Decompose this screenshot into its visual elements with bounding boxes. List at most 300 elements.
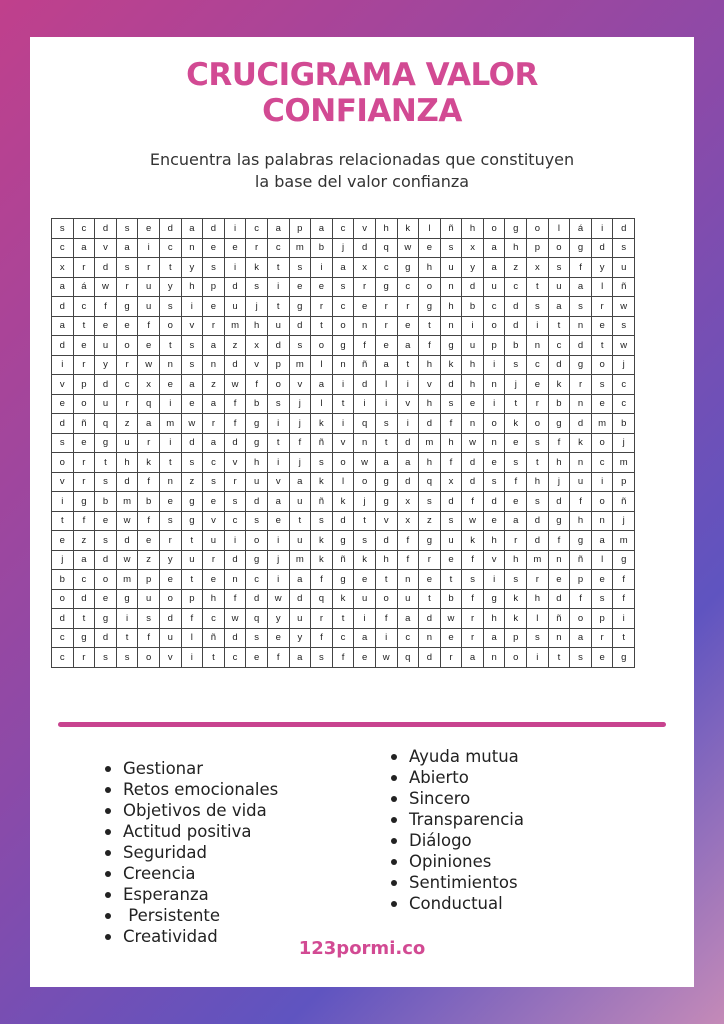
- grid-cell[interactable]: d: [159, 609, 181, 629]
- grid-cell[interactable]: u: [224, 297, 246, 317]
- grid-cell[interactable]: r: [570, 375, 592, 395]
- grid-cell[interactable]: i: [397, 375, 419, 395]
- grid-cell[interactable]: u: [138, 277, 160, 297]
- grid-cell[interactable]: o: [73, 394, 95, 414]
- grid-cell[interactable]: s: [181, 355, 203, 375]
- grid-cell[interactable]: n: [419, 628, 441, 648]
- grid-cell[interactable]: j: [354, 492, 376, 512]
- grid-cell[interactable]: i: [138, 238, 160, 258]
- grid-cell[interactable]: a: [289, 570, 311, 590]
- grid-cell[interactable]: u: [203, 531, 225, 551]
- grid-cell[interactable]: j: [267, 550, 289, 570]
- grid-cell[interactable]: c: [591, 453, 613, 473]
- grid-cell[interactable]: i: [267, 531, 289, 551]
- grid-cell[interactable]: d: [224, 277, 246, 297]
- grid-cell[interactable]: a: [591, 531, 613, 551]
- grid-cell[interactable]: a: [289, 648, 311, 668]
- grid-cell[interactable]: e: [95, 511, 117, 531]
- grid-cell[interactable]: r: [462, 628, 484, 648]
- grid-cell[interactable]: t: [354, 511, 376, 531]
- grid-cell[interactable]: i: [267, 453, 289, 473]
- grid-cell[interactable]: s: [527, 433, 549, 453]
- grid-cell[interactable]: d: [95, 219, 117, 239]
- grid-cell[interactable]: t: [289, 511, 311, 531]
- grid-cell[interactable]: p: [591, 609, 613, 629]
- grid-cell[interactable]: g: [95, 433, 117, 453]
- grid-cell[interactable]: k: [311, 531, 333, 551]
- grid-cell[interactable]: d: [203, 219, 225, 239]
- grid-cell[interactable]: c: [483, 297, 505, 317]
- grid-cell[interactable]: f: [570, 258, 592, 278]
- grid-cell[interactable]: u: [138, 589, 160, 609]
- grid-cell[interactable]: v: [419, 375, 441, 395]
- grid-cell[interactable]: r: [462, 609, 484, 629]
- grid-cell[interactable]: e: [505, 492, 527, 512]
- grid-cell[interactable]: s: [527, 297, 549, 317]
- grid-cell[interactable]: d: [116, 531, 138, 551]
- grid-cell[interactable]: e: [591, 648, 613, 668]
- grid-cell[interactable]: v: [52, 472, 74, 492]
- grid-cell[interactable]: l: [527, 609, 549, 629]
- grid-cell[interactable]: x: [246, 336, 268, 356]
- grid-cell[interactable]: r: [138, 433, 160, 453]
- grid-cell[interactable]: c: [73, 219, 95, 239]
- grid-cell[interactable]: j: [332, 238, 354, 258]
- grid-cell[interactable]: d: [354, 375, 376, 395]
- grid-cell[interactable]: o: [354, 472, 376, 492]
- grid-cell[interactable]: h: [462, 375, 484, 395]
- grid-cell[interactable]: f: [613, 589, 635, 609]
- grid-cell[interactable]: e: [354, 570, 376, 590]
- grid-cell[interactable]: x: [397, 492, 419, 512]
- grid-cell[interactable]: r: [591, 297, 613, 317]
- grid-cell[interactable]: f: [224, 414, 246, 434]
- grid-cell[interactable]: a: [505, 511, 527, 531]
- grid-cell[interactable]: p: [289, 219, 311, 239]
- grid-cell[interactable]: x: [397, 511, 419, 531]
- grid-cell[interactable]: s: [505, 570, 527, 590]
- grid-cell[interactable]: g: [419, 531, 441, 551]
- grid-cell[interactable]: g: [375, 277, 397, 297]
- grid-cell[interactable]: p: [138, 570, 160, 590]
- grid-cell[interactable]: u: [95, 336, 117, 356]
- grid-cell[interactable]: d: [224, 355, 246, 375]
- grid-cell[interactable]: d: [375, 531, 397, 551]
- grid-cell[interactable]: a: [289, 472, 311, 492]
- grid-cell[interactable]: e: [203, 492, 225, 512]
- grid-cell[interactable]: c: [203, 453, 225, 473]
- grid-cell[interactable]: s: [440, 238, 462, 258]
- grid-cell[interactable]: k: [311, 414, 333, 434]
- grid-cell[interactable]: á: [73, 277, 95, 297]
- grid-cell[interactable]: r: [116, 277, 138, 297]
- grid-cell[interactable]: g: [440, 336, 462, 356]
- grid-cell[interactable]: g: [483, 589, 505, 609]
- grid-cell[interactable]: g: [181, 492, 203, 512]
- grid-cell[interactable]: i: [483, 394, 505, 414]
- grid-cell[interactable]: f: [354, 336, 376, 356]
- grid-cell[interactable]: v: [397, 394, 419, 414]
- grid-cell[interactable]: f: [267, 648, 289, 668]
- grid-cell[interactable]: v: [246, 355, 268, 375]
- grid-cell[interactable]: d: [246, 589, 268, 609]
- grid-cell[interactable]: ñ: [548, 609, 570, 629]
- grid-cell[interactable]: ñ: [311, 433, 333, 453]
- grid-cell[interactable]: d: [548, 355, 570, 375]
- grid-cell[interactable]: z: [181, 472, 203, 492]
- grid-cell[interactable]: m: [613, 453, 635, 473]
- grid-cell[interactable]: h: [375, 219, 397, 239]
- grid-cell[interactable]: t: [419, 316, 441, 336]
- grid-cell[interactable]: o: [332, 316, 354, 336]
- grid-cell[interactable]: s: [203, 258, 225, 278]
- grid-cell[interactable]: d: [354, 238, 376, 258]
- grid-cell[interactable]: k: [311, 472, 333, 492]
- grid-cell[interactable]: o: [52, 589, 74, 609]
- grid-cell[interactable]: v: [181, 316, 203, 336]
- grid-cell[interactable]: o: [138, 648, 160, 668]
- grid-cell[interactable]: e: [267, 511, 289, 531]
- grid-cell[interactable]: e: [311, 277, 333, 297]
- grid-cell[interactable]: o: [548, 238, 570, 258]
- grid-cell[interactable]: d: [483, 492, 505, 512]
- grid-cell[interactable]: t: [267, 297, 289, 317]
- grid-cell[interactable]: a: [267, 219, 289, 239]
- grid-cell[interactable]: l: [181, 628, 203, 648]
- grid-cell[interactable]: w: [138, 355, 160, 375]
- grid-cell[interactable]: r: [224, 472, 246, 492]
- grid-cell[interactable]: c: [224, 511, 246, 531]
- grid-cell[interactable]: e: [224, 238, 246, 258]
- grid-cell[interactable]: d: [289, 316, 311, 336]
- grid-cell[interactable]: ñ: [203, 628, 225, 648]
- grid-cell[interactable]: g: [181, 511, 203, 531]
- grid-cell[interactable]: r: [440, 648, 462, 668]
- grid-cell[interactable]: n: [181, 238, 203, 258]
- grid-cell[interactable]: r: [203, 414, 225, 434]
- grid-cell[interactable]: o: [116, 336, 138, 356]
- grid-cell[interactable]: j: [289, 414, 311, 434]
- grid-cell[interactable]: r: [354, 277, 376, 297]
- grid-cell[interactable]: t: [591, 336, 613, 356]
- grid-cell[interactable]: d: [73, 589, 95, 609]
- grid-cell[interactable]: i: [613, 609, 635, 629]
- grid-cell[interactable]: d: [224, 550, 246, 570]
- grid-cell[interactable]: f: [505, 472, 527, 492]
- grid-cell[interactable]: e: [505, 433, 527, 453]
- grid-cell[interactable]: b: [440, 589, 462, 609]
- grid-cell[interactable]: l: [375, 375, 397, 395]
- grid-cell[interactable]: g: [332, 531, 354, 551]
- grid-cell[interactable]: m: [289, 355, 311, 375]
- grid-cell[interactable]: o: [527, 219, 549, 239]
- grid-cell[interactable]: m: [116, 492, 138, 512]
- grid-cell[interactable]: o: [95, 570, 117, 590]
- grid-cell[interactable]: n: [570, 316, 592, 336]
- grid-cell[interactable]: a: [483, 628, 505, 648]
- grid-cell[interactable]: c: [613, 394, 635, 414]
- grid-cell[interactable]: h: [440, 433, 462, 453]
- grid-cell[interactable]: e: [591, 316, 613, 336]
- grid-cell[interactable]: c: [224, 648, 246, 668]
- grid-cell[interactable]: t: [332, 609, 354, 629]
- grid-cell[interactable]: j: [613, 511, 635, 531]
- grid-cell[interactable]: x: [52, 258, 74, 278]
- grid-cell[interactable]: a: [483, 238, 505, 258]
- grid-cell[interactable]: a: [332, 258, 354, 278]
- grid-cell[interactable]: q: [311, 589, 333, 609]
- grid-cell[interactable]: t: [73, 316, 95, 336]
- grid-cell[interactable]: d: [548, 492, 570, 512]
- grid-cell[interactable]: g: [375, 472, 397, 492]
- grid-cell[interactable]: f: [375, 609, 397, 629]
- grid-cell[interactable]: y: [462, 258, 484, 278]
- grid-cell[interactable]: d: [332, 511, 354, 531]
- grid-cell[interactable]: o: [419, 277, 441, 297]
- grid-cell[interactable]: i: [224, 531, 246, 551]
- grid-cell[interactable]: c: [73, 297, 95, 317]
- grid-cell[interactable]: r: [527, 394, 549, 414]
- grid-cell[interactable]: s: [181, 453, 203, 473]
- grid-cell[interactable]: e: [73, 433, 95, 453]
- grid-cell[interactable]: f: [570, 589, 592, 609]
- grid-cell[interactable]: t: [181, 570, 203, 590]
- grid-cell[interactable]: h: [505, 238, 527, 258]
- grid-cell[interactable]: v: [375, 511, 397, 531]
- grid-cell[interactable]: e: [548, 570, 570, 590]
- grid-cell[interactable]: e: [203, 297, 225, 317]
- grid-cell[interactable]: h: [570, 511, 592, 531]
- grid-cell[interactable]: a: [203, 336, 225, 356]
- grid-cell[interactable]: b: [311, 238, 333, 258]
- grid-cell[interactable]: h: [548, 453, 570, 473]
- grid-cell[interactable]: h: [527, 589, 549, 609]
- grid-cell[interactable]: b: [138, 492, 160, 512]
- grid-cell[interactable]: a: [397, 609, 419, 629]
- grid-cell[interactable]: f: [138, 316, 160, 336]
- grid-cell[interactable]: q: [419, 472, 441, 492]
- grid-cell[interactable]: q: [246, 609, 268, 629]
- grid-cell[interactable]: t: [159, 453, 181, 473]
- grid-cell[interactable]: g: [73, 492, 95, 512]
- grid-cell[interactable]: s: [246, 628, 268, 648]
- grid-cell[interactable]: m: [224, 316, 246, 336]
- grid-cell[interactable]: e: [203, 238, 225, 258]
- grid-cell[interactable]: h: [483, 531, 505, 551]
- grid-cell[interactable]: f: [73, 511, 95, 531]
- grid-cell[interactable]: g: [116, 297, 138, 317]
- grid-cell[interactable]: f: [419, 336, 441, 356]
- grid-cell[interactable]: m: [591, 414, 613, 434]
- grid-cell[interactable]: f: [138, 628, 160, 648]
- grid-cell[interactable]: y: [267, 609, 289, 629]
- grid-cell[interactable]: f: [181, 609, 203, 629]
- grid-cell[interactable]: x: [138, 375, 160, 395]
- grid-cell[interactable]: j: [548, 472, 570, 492]
- grid-cell[interactable]: s: [311, 511, 333, 531]
- grid-cell[interactable]: a: [52, 277, 74, 297]
- grid-cell[interactable]: k: [397, 219, 419, 239]
- grid-cell[interactable]: e: [289, 277, 311, 297]
- grid-cell[interactable]: a: [73, 238, 95, 258]
- grid-cell[interactable]: j: [613, 433, 635, 453]
- grid-cell[interactable]: i: [181, 297, 203, 317]
- grid-cell[interactable]: o: [246, 531, 268, 551]
- grid-cell[interactable]: c: [332, 628, 354, 648]
- grid-cell[interactable]: s: [613, 316, 635, 336]
- grid-cell[interactable]: w: [440, 609, 462, 629]
- grid-cell[interactable]: k: [311, 550, 333, 570]
- grid-cell[interactable]: t: [52, 511, 74, 531]
- grid-cell[interactable]: i: [332, 414, 354, 434]
- grid-cell[interactable]: r: [311, 609, 333, 629]
- grid-cell[interactable]: w: [224, 375, 246, 395]
- grid-cell[interactable]: ñ: [613, 492, 635, 512]
- grid-cell[interactable]: t: [397, 355, 419, 375]
- grid-cell[interactable]: n: [462, 414, 484, 434]
- grid-cell[interactable]: k: [505, 609, 527, 629]
- grid-cell[interactable]: g: [375, 492, 397, 512]
- grid-cell[interactable]: e: [419, 238, 441, 258]
- grid-cell[interactable]: d: [397, 472, 419, 492]
- grid-cell[interactable]: d: [289, 589, 311, 609]
- grid-cell[interactable]: w: [613, 297, 635, 317]
- grid-cell[interactable]: d: [52, 414, 74, 434]
- grid-cell[interactable]: t: [527, 277, 549, 297]
- grid-cell[interactable]: d: [419, 414, 441, 434]
- grid-cell[interactable]: p: [203, 277, 225, 297]
- grid-cell[interactable]: r: [116, 355, 138, 375]
- grid-cell[interactable]: g: [548, 511, 570, 531]
- grid-cell[interactable]: t: [527, 453, 549, 473]
- grid-cell[interactable]: f: [95, 297, 117, 317]
- grid-cell[interactable]: d: [419, 648, 441, 668]
- grid-cell[interactable]: s: [354, 531, 376, 551]
- grid-cell[interactable]: d: [95, 550, 117, 570]
- grid-cell[interactable]: c: [73, 570, 95, 590]
- grid-cell[interactable]: u: [289, 609, 311, 629]
- grid-cell[interactable]: h: [203, 589, 225, 609]
- grid-cell[interactable]: s: [116, 258, 138, 278]
- grid-cell[interactable]: x: [354, 258, 376, 278]
- grid-cell[interactable]: s: [570, 297, 592, 317]
- grid-cell[interactable]: o: [591, 433, 613, 453]
- grid-cell[interactable]: p: [181, 589, 203, 609]
- grid-cell[interactable]: k: [332, 589, 354, 609]
- grid-cell[interactable]: r: [419, 550, 441, 570]
- grid-cell[interactable]: w: [267, 589, 289, 609]
- grid-cell[interactable]: i: [527, 316, 549, 336]
- grid-cell[interactable]: g: [116, 589, 138, 609]
- grid-cell[interactable]: e: [159, 375, 181, 395]
- grid-cell[interactable]: n: [548, 628, 570, 648]
- grid-cell[interactable]: o: [570, 609, 592, 629]
- grid-cell[interactable]: z: [203, 375, 225, 395]
- grid-cell[interactable]: e: [246, 648, 268, 668]
- grid-cell[interactable]: v: [159, 648, 181, 668]
- grid-cell[interactable]: s: [440, 394, 462, 414]
- grid-cell[interactable]: n: [440, 316, 462, 336]
- grid-cell[interactable]: o: [311, 336, 333, 356]
- grid-cell[interactable]: s: [224, 492, 246, 512]
- grid-cell[interactable]: d: [224, 433, 246, 453]
- grid-cell[interactable]: w: [181, 414, 203, 434]
- grid-cell[interactable]: u: [138, 297, 160, 317]
- grid-cell[interactable]: d: [181, 433, 203, 453]
- grid-cell[interactable]: o: [267, 375, 289, 395]
- grid-cell[interactable]: k: [570, 433, 592, 453]
- grid-cell[interactable]: k: [138, 453, 160, 473]
- grid-cell[interactable]: d: [116, 472, 138, 492]
- grid-cell[interactable]: z: [505, 258, 527, 278]
- grid-cell[interactable]: u: [95, 394, 117, 414]
- grid-cell[interactable]: s: [548, 258, 570, 278]
- grid-cell[interactable]: g: [397, 258, 419, 278]
- grid-cell[interactable]: d: [505, 316, 527, 336]
- grid-cell[interactable]: e: [483, 511, 505, 531]
- grid-cell[interactable]: s: [505, 355, 527, 375]
- grid-cell[interactable]: s: [289, 258, 311, 278]
- grid-cell[interactable]: g: [419, 297, 441, 317]
- grid-cell[interactable]: h: [440, 297, 462, 317]
- grid-cell[interactable]: g: [505, 219, 527, 239]
- grid-cell[interactable]: b: [462, 297, 484, 317]
- grid-cell[interactable]: g: [246, 414, 268, 434]
- grid-cell[interactable]: a: [73, 550, 95, 570]
- grid-cell[interactable]: v: [203, 511, 225, 531]
- grid-cell[interactable]: h: [419, 394, 441, 414]
- grid-cell[interactable]: a: [311, 375, 333, 395]
- grid-cell[interactable]: ñ: [354, 355, 376, 375]
- grid-cell[interactable]: v: [267, 472, 289, 492]
- grid-cell[interactable]: s: [332, 277, 354, 297]
- grid-cell[interactable]: f: [138, 472, 160, 492]
- grid-cell[interactable]: w: [462, 511, 484, 531]
- grid-cell[interactable]: y: [159, 550, 181, 570]
- grid-cell[interactable]: o: [591, 355, 613, 375]
- grid-cell[interactable]: b: [613, 414, 635, 434]
- grid-cell[interactable]: n: [354, 433, 376, 453]
- grid-cell[interactable]: x: [527, 258, 549, 278]
- grid-cell[interactable]: l: [591, 550, 613, 570]
- grid-cell[interactable]: b: [95, 492, 117, 512]
- grid-cell[interactable]: w: [375, 648, 397, 668]
- grid-cell[interactable]: u: [116, 433, 138, 453]
- grid-cell[interactable]: u: [462, 336, 484, 356]
- grid-cell[interactable]: v: [224, 453, 246, 473]
- grid-cell[interactable]: r: [527, 570, 549, 590]
- grid-cell[interactable]: u: [397, 589, 419, 609]
- grid-cell[interactable]: a: [138, 414, 160, 434]
- grid-cell[interactable]: d: [440, 492, 462, 512]
- grid-cell[interactable]: s: [159, 297, 181, 317]
- grid-cell[interactable]: q: [397, 648, 419, 668]
- grid-cell[interactable]: w: [116, 511, 138, 531]
- grid-cell[interactable]: g: [332, 336, 354, 356]
- grid-cell[interactable]: p: [570, 570, 592, 590]
- grid-cell[interactable]: f: [548, 531, 570, 551]
- grid-cell[interactable]: i: [267, 277, 289, 297]
- grid-cell[interactable]: d: [462, 472, 484, 492]
- grid-cell[interactable]: á: [570, 219, 592, 239]
- grid-cell[interactable]: a: [181, 219, 203, 239]
- grid-cell[interactable]: s: [181, 336, 203, 356]
- grid-cell[interactable]: o: [52, 453, 74, 473]
- grid-cell[interactable]: d: [591, 238, 613, 258]
- grid-cell[interactable]: w: [397, 238, 419, 258]
- grid-cell[interactable]: t: [73, 609, 95, 629]
- grid-cell[interactable]: e: [159, 570, 181, 590]
